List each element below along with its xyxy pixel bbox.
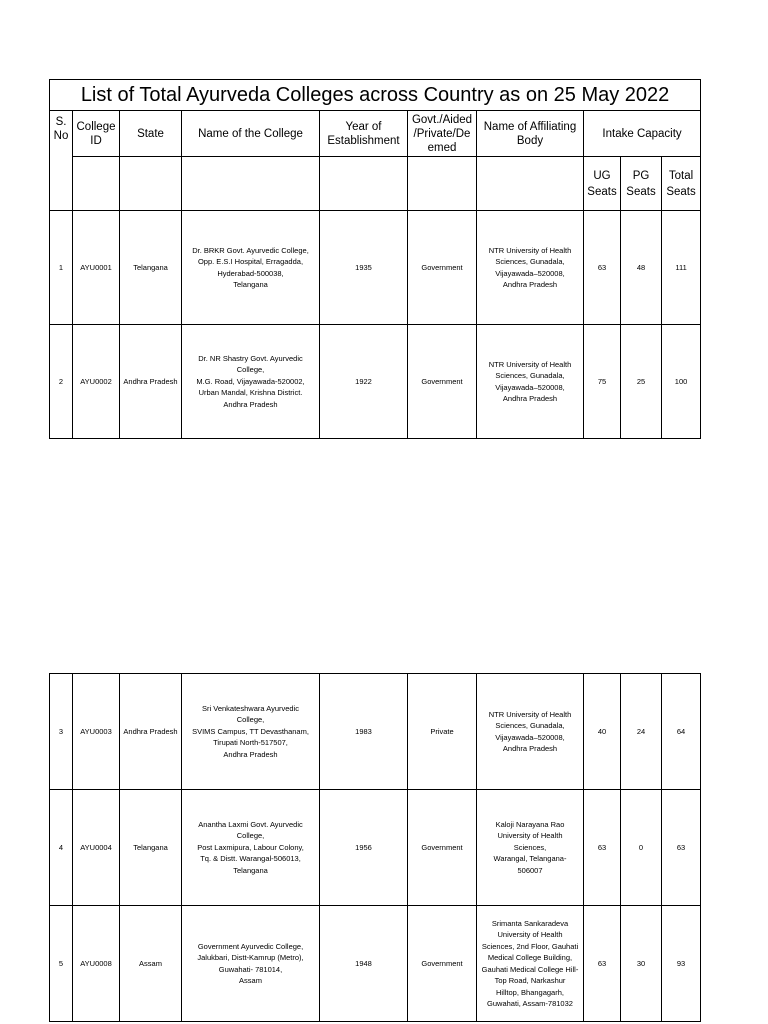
cell-college-id: AYU0008 (73, 906, 120, 1022)
cell-pg-seats: 30 (621, 906, 662, 1022)
cell-affiliating-body-line: Top Road, Narkashur (494, 976, 566, 985)
cell-college-name-line: SVIMS Campus, TT Devasthanam, (192, 726, 309, 736)
cell-sno: 5 (50, 906, 73, 1022)
table-row (50, 790, 701, 906)
cell-affiliating-body-line: Gauhati Medical College Hill- (481, 964, 579, 974)
cell-affiliating-body-line: Andhra Pradesh (502, 744, 558, 753)
cell-total-seats: 111 (662, 211, 701, 325)
header-college-name: Name of the College (182, 111, 320, 157)
cell-affiliating-body-line: Andhra Pradesh (502, 394, 558, 403)
cell-total-seats: 63 (662, 790, 701, 906)
cell-affiliating-body-line: Guwahati, Assam-781032 (487, 999, 573, 1008)
cell-state: Assam (120, 906, 182, 1022)
cell-pg-seats: 48 (621, 211, 662, 325)
cell-ug-seats: 63 (584, 211, 621, 325)
cell-affiliating-body-line: NTR University of Health (488, 709, 572, 719)
header-affiliating-body: Name of Affiliating Body (477, 111, 584, 157)
cell-affiliating-body-line: 506007 (517, 865, 543, 875)
cell-type: Government (408, 790, 477, 906)
cell-total-seats: 93 (662, 906, 701, 1022)
cell-total-seats: 100 (662, 325, 701, 439)
cell-sno: 3 (50, 674, 73, 790)
cell-pg-seats: 24 (621, 674, 662, 790)
cell-affiliating-body-line: Kaloji Narayana Rao (495, 819, 565, 829)
cell-affiliating-body-line: Andhra Pradesh (502, 280, 558, 289)
table-row (50, 906, 701, 1022)
cell-ug-seats: 63 (584, 790, 621, 906)
header-ug-seats: UG Seats (584, 157, 621, 211)
cell-college-name-line: Urban Mandal, Krishna District. (198, 388, 303, 398)
cell-college-name-line: Tq. & Distt. Warangal-506013, (200, 854, 301, 864)
header-state: State (120, 111, 182, 157)
colleges-table-bottom (49, 673, 701, 1022)
cell-college-name-line: Opp. E.S.I Hospital, Erragadda, (197, 257, 304, 266)
header-type: Govt./Aided /Private/De emed (408, 111, 477, 157)
cell-ug-seats: 40 (584, 674, 621, 790)
cell-affiliating-body (477, 325, 584, 439)
cell-affiliating-body (477, 906, 584, 1022)
cell-college-name-line: Government Ayurvedic College, (197, 941, 304, 951)
cell-college-name-line: M.G. Road, Vijayawada-520002, (196, 376, 305, 386)
cell-college-name-line: Telangana (233, 280, 268, 289)
header-spacer (477, 157, 584, 211)
cell-ug-seats: 75 (584, 325, 621, 439)
header-spacer (408, 157, 477, 211)
cell-college-name (182, 906, 320, 1022)
cell-college-name-line: Dr. BRKR Govt. Ayurvedic College, (192, 245, 309, 255)
cell-affiliating-body-line: Warangal, Telangana- (493, 854, 567, 864)
cell-affiliating-body-line: NTR University of Health (488, 359, 572, 369)
header-college-id: College ID (73, 111, 120, 157)
cell-affiliating-body-line: NTR University of Health (488, 245, 572, 255)
cell-affiliating-body-line: Sciences, 2nd Floor, Gauhati (481, 941, 579, 951)
cell-sno: 4 (50, 790, 73, 906)
cell-affiliating-body-line: Sciences, Gunadala, (495, 371, 565, 380)
page-title: List of Total Ayurveda Colleges across Country as on 25 May 2022 (50, 80, 701, 111)
cell-pg-seats: 25 (621, 325, 662, 439)
cell-college-id: AYU0001 (73, 211, 120, 325)
cell-college-name-line: Andhra Pradesh (223, 399, 278, 409)
cell-college-name-line: College, (236, 365, 265, 375)
cell-college-name-line: Jalukbari, Distt-Kamrup (Metro), (197, 953, 304, 962)
cell-college-name-line: Anantha Laxmi Govt. Ayurvedic (198, 819, 303, 829)
cell-college-name-line: Dr. NR Shastry Govt. Ayurvedic (198, 353, 303, 363)
cell-college-name (182, 211, 320, 325)
cell-affiliating-body-line: Hilltop, Bhangagarh, (496, 987, 564, 997)
table-row (50, 674, 701, 790)
cell-total-seats: 64 (662, 674, 701, 790)
cell-college-name-line: Assam (239, 976, 262, 985)
cell-affiliating-body-line: Sciences, Gunadala, (495, 721, 565, 730)
cell-college-name-line: Sri Venkateshwara Ayurvedic (202, 703, 299, 713)
cell-college-name (182, 674, 320, 790)
cell-college-name-line: College, (236, 831, 265, 841)
cell-college-name-line: Hyderabad-500038, (217, 268, 284, 278)
cell-affiliating-body-line: Sciences, Gunadala, (495, 257, 565, 266)
cell-year: 1956 (320, 790, 408, 906)
cell-affiliating-body-line: Medical College Building, (487, 953, 573, 962)
cell-college-id: AYU0004 (73, 790, 120, 906)
cell-college-name (182, 325, 320, 439)
cell-state: Telangana (120, 790, 182, 906)
cell-affiliating-body-line: Vijayawada–520008, (495, 268, 565, 278)
cell-year: 1983 (320, 674, 408, 790)
cell-year: 1948 (320, 906, 408, 1022)
cell-college-id: AYU0003 (73, 674, 120, 790)
header-pg-seats: PG Seats (621, 157, 662, 211)
cell-affiliating-body (477, 790, 584, 906)
header-sno: S. No (50, 111, 73, 211)
cell-affiliating-body (477, 211, 584, 325)
cell-year: 1935 (320, 211, 408, 325)
cell-college-id: AYU0002 (73, 325, 120, 439)
cell-college-name-line: College, (236, 715, 265, 725)
header-spacer (320, 157, 408, 211)
cell-state: Andhra Pradesh (120, 325, 182, 439)
cell-college-name-line: Telangana (233, 865, 268, 875)
cell-affiliating-body-line: Vijayawada–520008, (495, 732, 565, 742)
cell-affiliating-body-line: Srimanta Sankaradeva (491, 918, 569, 928)
cell-type: Government (408, 906, 477, 1022)
cell-college-name-line: Guwahati- 781014, (218, 964, 283, 974)
cell-college-name-line: Post Laxmipura, Labour Colony, (197, 842, 304, 852)
colleges-table-top (49, 79, 701, 439)
cell-college-name-line: Tirupati North-517507, (213, 738, 288, 748)
header-total-seats: Total Seats (662, 157, 701, 211)
cell-affiliating-body-line: Sciences, (513, 842, 547, 852)
header-spacer (120, 157, 182, 211)
cell-year: 1922 (320, 325, 408, 439)
header-intake-capacity: Intake Capacity (584, 111, 701, 157)
cell-pg-seats: 0 (621, 790, 662, 906)
cell-affiliating-body-line: University of Health (497, 930, 563, 939)
header-year: Year of Establishment (320, 111, 408, 157)
cell-affiliating-body (477, 674, 584, 790)
cell-type: Private (408, 674, 477, 790)
table-row (50, 325, 701, 439)
cell-affiliating-body-line: University of Health (497, 831, 563, 841)
cell-type: Government (408, 211, 477, 325)
cell-type: Government (408, 325, 477, 439)
cell-state: Andhra Pradesh (120, 674, 182, 790)
cell-sno: 1 (50, 211, 73, 325)
cell-sno: 2 (50, 325, 73, 439)
cell-affiliating-body-line: Vijayawada–520008, (495, 382, 565, 392)
table-row (50, 211, 701, 325)
cell-college-name-line: Andhra Pradesh (223, 749, 278, 759)
cell-ug-seats: 63 (584, 906, 621, 1022)
cell-state: Telangana (120, 211, 182, 325)
cell-college-name (182, 790, 320, 906)
header-spacer (73, 157, 120, 211)
header-spacer (182, 157, 320, 211)
